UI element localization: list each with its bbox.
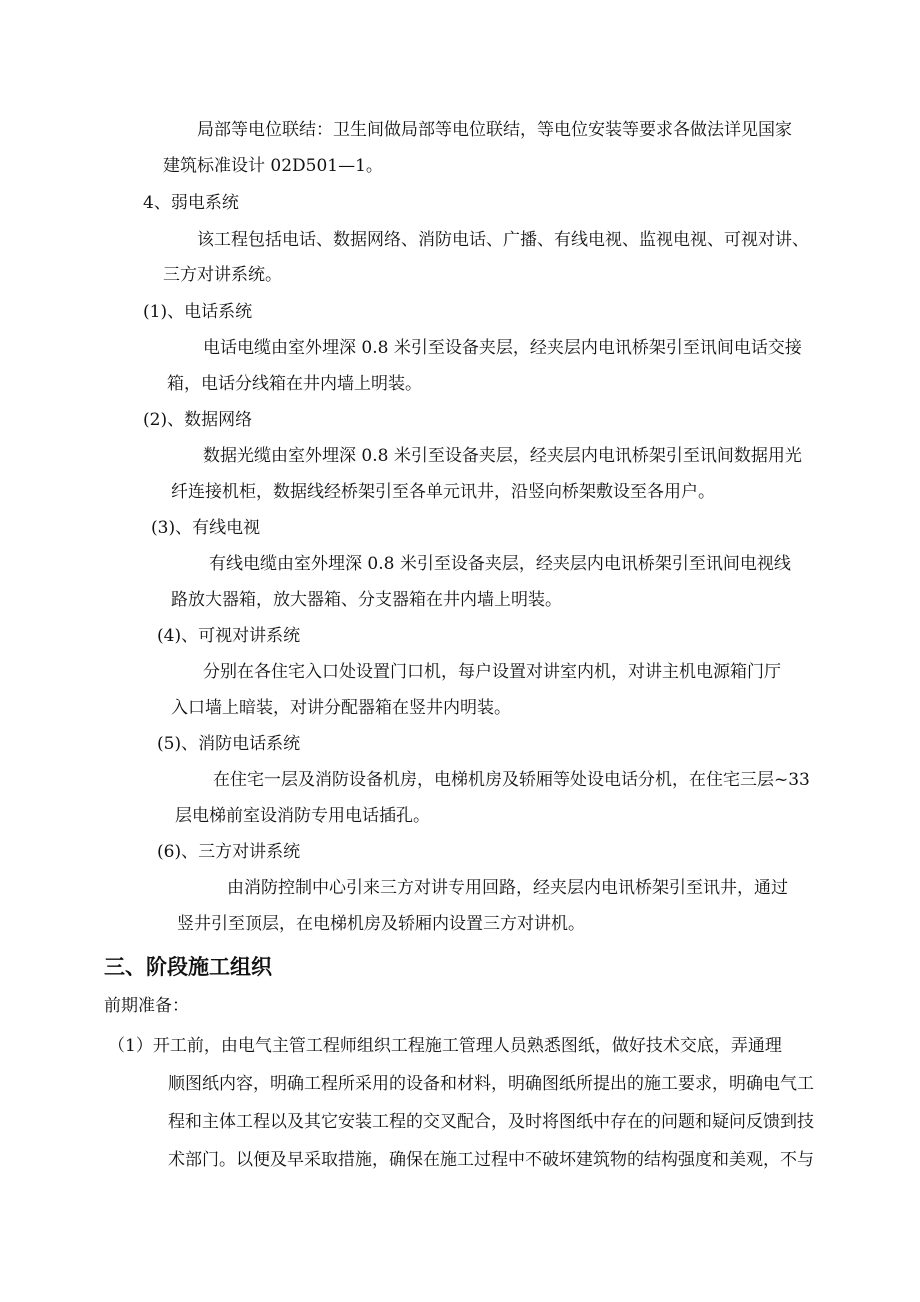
phone-system-line-1: 电话电缆由室外埋深 0.8 米引至设备夹层，经夹层内电讯桥架引至讯间电话交接 bbox=[203, 338, 802, 358]
phone-system-line-2: 箱，电话分线箱在井内墙上明装。 bbox=[167, 374, 422, 394]
preparation-item-1-line-1: （1）开工前，由电气主管工程师组织工程施工管理人员熟悉图纸，做好技术交底，弄通理 bbox=[108, 1036, 782, 1056]
fire-phone-title: (5)、消防电话系统 bbox=[157, 734, 301, 754]
weak-current-intro-line-1: 该工程包括电话、数据网络、消防电话、广播、有线电视、监视电视、可视对讲、 bbox=[197, 230, 809, 250]
three-way-intercom-title: (6)、三方对讲系统 bbox=[157, 842, 301, 862]
fire-phone-line-1: 在住宅一层及消防设备机房，电梯机房及轿厢等处设电话分机，在住宅三层~33 bbox=[213, 770, 810, 790]
equipotential-line-1: 局部等电位联结：卫生间做局部等电位联结，等电位安装等要求各做法详见国家 bbox=[197, 120, 792, 140]
phone-system-title: (1)、电话系统 bbox=[143, 302, 253, 322]
preparation-item-1-line-3: 程和主体工程以及其它安装工程的交叉配合，及时将图纸中存在的问题和疑问反馈到技 bbox=[168, 1112, 814, 1132]
weak-current-title: 4、弱电系统 bbox=[143, 193, 239, 213]
cable-tv-line-1: 有线电缆由室外埋深 0.8 米引至设备夹层，经夹层内电讯桥架引至讯间电视线 bbox=[209, 554, 791, 574]
data-network-line-1: 数据光缆由室外埋深 0.8 米引至设备夹层，经夹层内电讯桥架引至讯间数据用光 bbox=[203, 446, 802, 466]
section-3-heading: 三、阶段施工组织 bbox=[104, 955, 272, 979]
video-intercom-line-1: 分别在各住宅入口处设置门口机，每户设置对讲室内机，对讲主机电源箱门厅 bbox=[203, 662, 781, 682]
data-network-title: (2)、数据网络 bbox=[143, 410, 253, 430]
video-intercom-title: (4)、可视对讲系统 bbox=[157, 626, 301, 646]
cable-tv-line-2: 路放大器箱，放大器箱、分支器箱在井内墙上明装。 bbox=[171, 590, 562, 610]
data-network-line-2: 纤连接机柜，数据线经桥架引至各单元讯井，沿竖向桥架敷设至各用户。 bbox=[171, 482, 715, 502]
three-way-intercom-line-2: 竖井引至顶层，在电梯机房及轿厢内设置三方对讲机。 bbox=[177, 914, 585, 934]
preparation-item-1-line-2: 顺图纸内容，明确工程所采用的设备和材料，明确图纸所提出的施工要求，明确电气工 bbox=[168, 1074, 814, 1094]
three-way-intercom-line-1: 由消防控制中心引来三方对讲专用回路，经夹层内电讯桥架引至讯井，通过 bbox=[227, 878, 788, 898]
preparation-item-1-line-4: 术部门。以便及早采取措施，确保在施工过程中不破坏建筑物的结构强度和美观，不与 bbox=[168, 1150, 814, 1170]
fire-phone-line-2: 层电梯前室设消防专用电话插孔。 bbox=[175, 806, 430, 826]
cable-tv-title: (3)、有线电视 bbox=[151, 518, 261, 538]
equipotential-line-2: 建筑标准设计 02D501—1。 bbox=[163, 156, 383, 176]
preparation-title: 前期准备： bbox=[104, 996, 189, 1016]
video-intercom-line-2: 入口墙上暗装，对讲分配器箱在竖井内明装。 bbox=[171, 698, 511, 718]
weak-current-intro-line-2: 三方对讲系统。 bbox=[163, 265, 282, 285]
